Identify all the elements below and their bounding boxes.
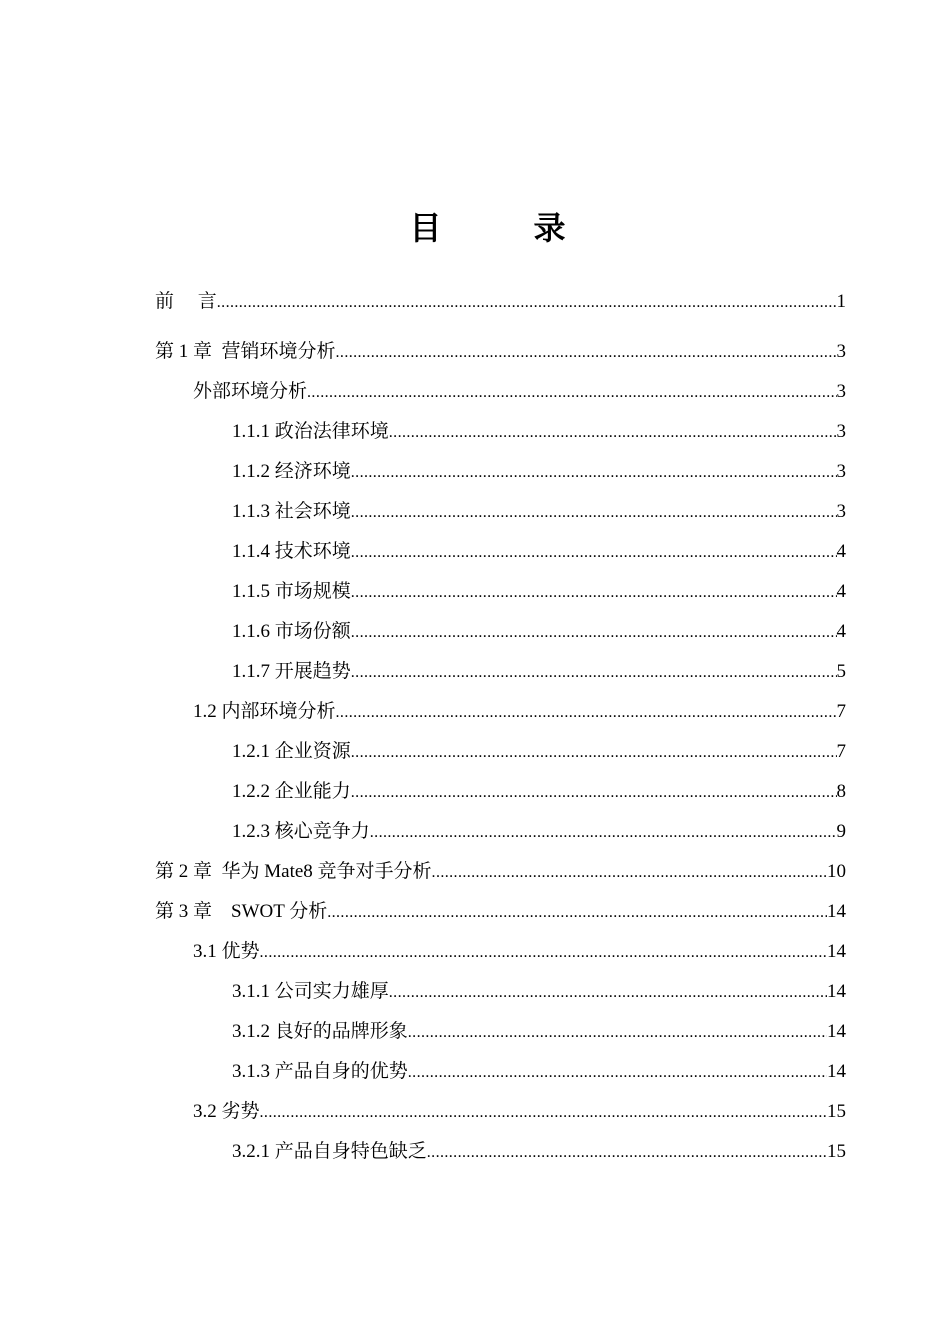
toc-entry-page: 5 — [836, 661, 846, 682]
toc-leader-dots — [217, 288, 837, 318]
toc-entry[interactable] — [232, 737, 846, 767]
toc-title: 目 录 — [409, 209, 596, 247]
toc-entry-text: 1.1.5 市场规模 — [232, 581, 351, 602]
toc-entry[interactable] — [232, 777, 846, 807]
toc-entry-text: 1.1.6 市场份额 — [232, 621, 351, 642]
toc-entry-text: 第 3 章 SWOT 分析 — [155, 901, 328, 922]
toc-entry-text: 第 2 章 华为 Mate8 竞争对手分析 — [155, 861, 432, 882]
toc-entry-text: 前 言 — [155, 291, 217, 312]
toc-entry[interactable] — [193, 937, 846, 967]
toc-entry-text: 1.1.2 经济环境 — [232, 461, 351, 482]
toc-leader-dots — [260, 938, 827, 968]
toc-leader-dots — [327, 898, 827, 928]
toc-entry[interactable] — [232, 1057, 846, 1087]
toc-leader-dots — [351, 498, 837, 528]
toc-leader-dots — [336, 698, 837, 728]
toc-entry[interactable] — [232, 977, 846, 1007]
toc-entry-page: 3 — [836, 381, 846, 402]
toc-leader-dots — [351, 578, 837, 608]
toc-leader-dots — [351, 538, 837, 568]
toc-entry-page: 14 — [827, 1021, 846, 1042]
toc-leader-dots — [389, 978, 827, 1008]
toc-leader-dots — [432, 858, 827, 888]
toc-entry-text: 3.1 优势 — [193, 941, 260, 962]
toc-entry-page: 4 — [836, 581, 846, 602]
toc-leader-dots — [351, 618, 837, 648]
toc-entry-page: 10 — [827, 861, 846, 882]
toc-entry[interactable] — [232, 1137, 846, 1167]
toc-entry-page: 15 — [827, 1141, 846, 1162]
toc-leader-dots — [351, 778, 837, 808]
toc-entry[interactable] — [155, 287, 846, 317]
toc-entry[interactable] — [232, 417, 846, 447]
toc-leader-dots — [389, 418, 837, 448]
toc-entry-text: 3.2 劣势 — [193, 1101, 260, 1122]
toc-leader-dots — [351, 458, 837, 488]
toc-entry-page: 4 — [836, 541, 846, 562]
toc-entry-text: 3.1.2 良好的品牌形象 — [232, 1021, 408, 1042]
toc-entry[interactable] — [232, 457, 846, 487]
toc-entry[interactable] — [193, 377, 846, 407]
toc-entry-text: 3.1.1 公司实力雄厚 — [232, 981, 389, 1002]
toc-entry[interactable] — [155, 857, 846, 887]
toc-entry-text: 3.2.1 产品自身特色缺乏 — [232, 1141, 427, 1162]
toc-entry-page: 14 — [827, 901, 846, 922]
toc-leader-dots — [351, 658, 837, 688]
toc-leader-dots — [336, 338, 837, 368]
toc-entry[interactable] — [232, 817, 846, 847]
toc-entry-text: 1.1.4 技术环境 — [232, 541, 351, 562]
toc-entry[interactable] — [232, 577, 846, 607]
toc-entry-page: 4 — [836, 621, 846, 642]
toc-entry[interactable] — [155, 337, 846, 367]
toc-entry-page: 14 — [827, 981, 846, 1002]
toc-entry[interactable] — [232, 497, 846, 527]
toc-entry[interactable] — [232, 657, 846, 687]
toc-entry[interactable] — [232, 1017, 846, 1047]
toc-leader-dots — [427, 1138, 827, 1168]
toc-entry-page: 7 — [836, 701, 846, 722]
toc-leader-dots — [408, 1018, 827, 1048]
toc-entry[interactable] — [155, 897, 846, 927]
toc-entry-page: 3 — [836, 501, 846, 522]
toc-entry[interactable] — [193, 697, 846, 727]
toc-entry-text: 外部环境分析 — [193, 381, 308, 402]
toc-leader-dots — [408, 1058, 827, 1088]
toc-entry-page: 7 — [836, 741, 846, 762]
toc-entry-text: 3.1.3 产品自身的优势 — [232, 1061, 408, 1082]
toc-entry-page: 3 — [836, 461, 846, 482]
toc-entry-text: 1.1.3 社会环境 — [232, 501, 351, 522]
toc-entry-page: 1 — [836, 291, 846, 312]
toc-entry[interactable] — [232, 617, 846, 647]
toc-entry-text: 1.1.7 开展趋势 — [232, 661, 351, 682]
toc-entry-page: 3 — [836, 341, 846, 362]
toc-leader-dots — [307, 378, 836, 408]
toc-entry-page: 8 — [836, 781, 846, 802]
toc-entry-page: 3 — [836, 421, 846, 442]
toc-leader-dots — [260, 1098, 827, 1128]
toc-leader-dots — [370, 818, 837, 848]
toc-entry-text: 第 1 章 营销环境分析 — [155, 341, 336, 362]
toc-entry-text: 1.2.3 核心竞争力 — [232, 821, 370, 842]
toc-entry-text: 1.2.1 企业资源 — [232, 741, 351, 762]
toc-entry-text: 1.2.2 企业能力 — [232, 781, 351, 802]
toc-entry-page: 14 — [827, 1061, 846, 1082]
toc-entry[interactable] — [232, 537, 846, 567]
toc-entry[interactable] — [193, 1097, 846, 1127]
toc-entry-page: 9 — [836, 821, 846, 842]
toc-entry-text: 1.2 内部环境分析 — [193, 701, 336, 722]
toc-leader-dots — [351, 738, 837, 768]
toc-entry-page: 14 — [827, 941, 846, 962]
toc-entry-text: 1.1.1 政治法律环境 — [232, 421, 389, 442]
toc-entry-page: 15 — [827, 1101, 846, 1122]
